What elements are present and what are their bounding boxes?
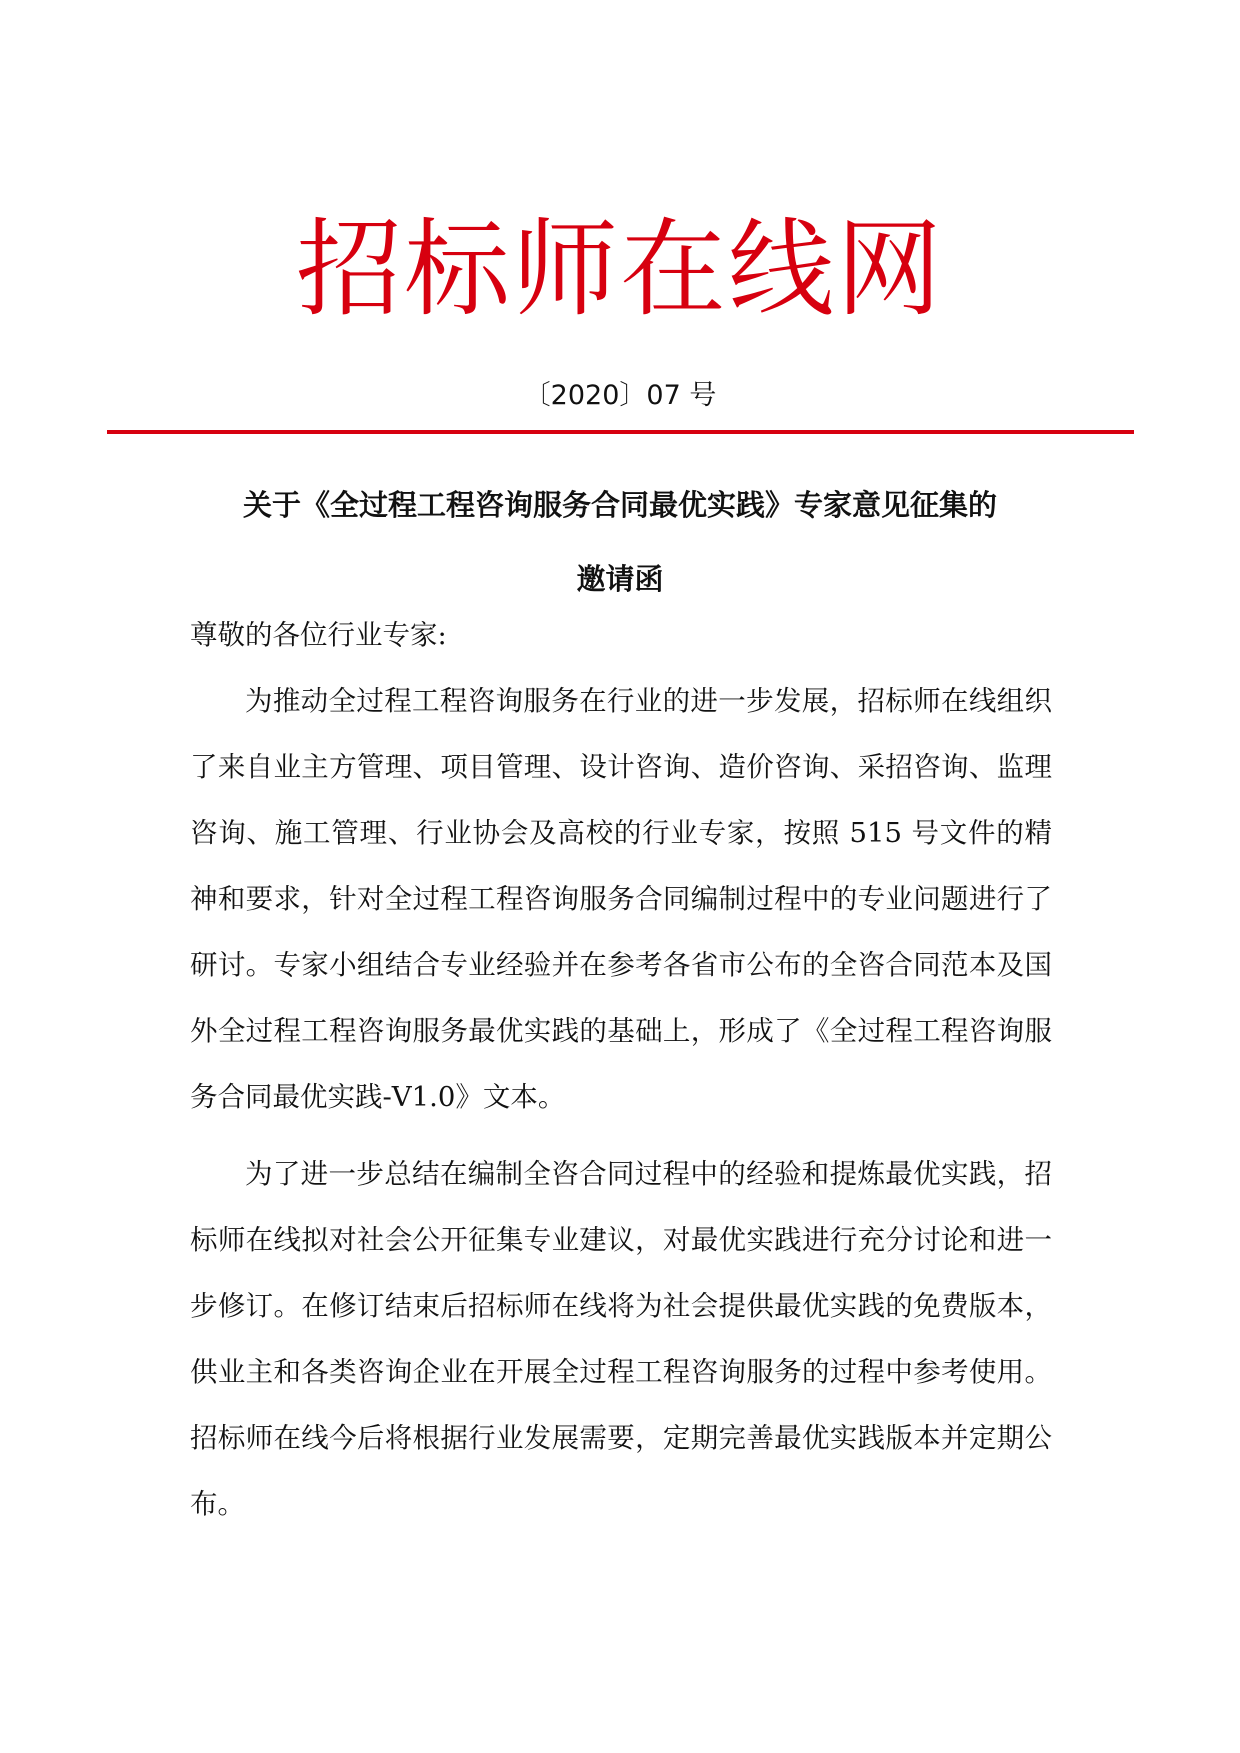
salutation: 尊敬的各位行业专家: bbox=[190, 619, 447, 651]
letter-title-line-2: 邀请函 bbox=[576, 562, 664, 596]
red-divider-line bbox=[107, 430, 1134, 434]
body-paragraph-2: 为了进一步总结在编制全咨合同过程中的经验和提炼最优实践，招标师在线拟对社会公开征集专业建议，对最优实践进行充分讨论和进一步修订。在修订结束后招标师在线将为社会提供最优实践的免费版本，供业主和各类咨询企业在开展全过程工程咨询服务的过程中参考使用。招标师在线今后将根据行业发展需要，定期完善最优实践版本并定期公布。 bbox=[190, 1158, 1052, 1520]
masthead-title: 招标师在线网 bbox=[296, 208, 944, 331]
body-paragraph-1: 为推动全过程工程咨询服务在行业的进一步发展，招标师在线组织了来自业主方管理、项目管理、设计咨询、造价咨询、采招咨询、监理咨询、施工管理、行业协会及高校的行业专家，按照 515 号文件的精神和要求，针对全过程工程咨询服务合同编制过程中的专业问题进行了研讨。专家小组结合专业经验并在参考各省市公布的全咨合同范本及国外全过程工程咨询服务最优实践的基础上，形成了《全过程工程咨询服务合同最优实践-V1.0》文本。 bbox=[190, 685, 1052, 1113]
letter-title bbox=[150, 468, 1090, 616]
letter-title-line-1: 关于《全过程工程咨询服务合同最优实践》专家意见征集的 bbox=[242, 488, 997, 522]
document-number: 〔2020〕07 号 bbox=[523, 380, 717, 411]
letter-body bbox=[190, 602, 1052, 1537]
